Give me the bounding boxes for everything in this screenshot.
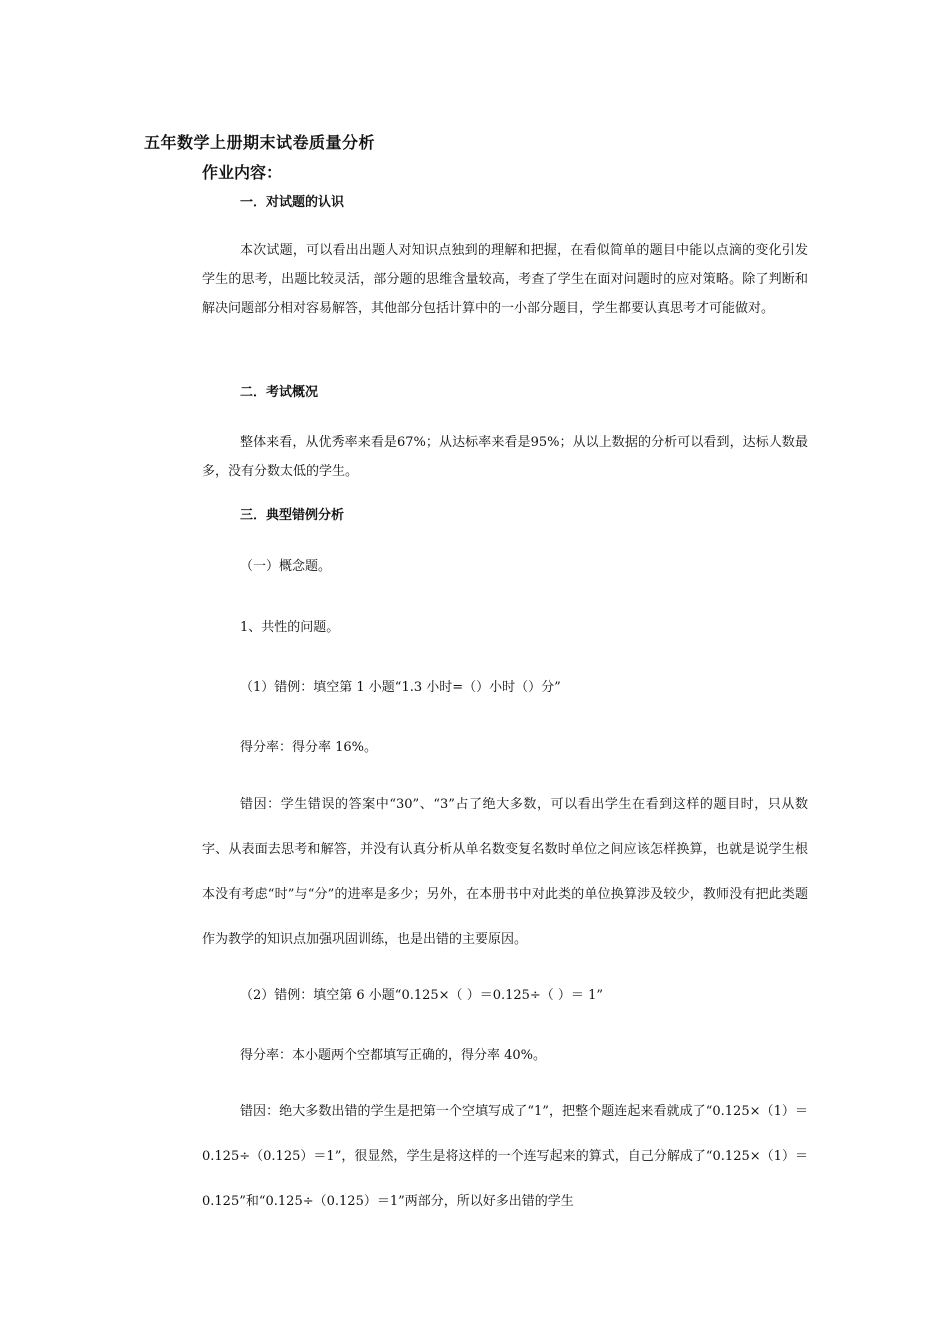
score-rate-1: 得分率：得分率 16%。 [240, 740, 378, 755]
concept-questions-label: （一）概念题。 [240, 559, 332, 574]
error-example-1: （1）错例：填空第 1 小题“1.3 小时=（）小时（）分” [240, 680, 561, 695]
document-title: 五年数学上册期末试卷质量分析 [144, 133, 376, 152]
common-problems-label: 1、共性的问题。 [240, 620, 340, 635]
assignment-content-label: 作业内容： [202, 163, 283, 182]
section-1-heading: 一．对试题的认识 [240, 195, 345, 210]
error-example-2: （2）错例：填空第 6 小题“0.125×（ ）＝0.125÷（ ）＝ 1” [240, 988, 603, 1003]
section-1-paragraph: 本次试题，可以看出出题人对知识点独到的理解和把握，在看似简单的题目中能以点滴的变化引发学生的思考，出题比较灵活，部分题的思维含量较高，考查了学生在面对问题时的应对策略。除了判断和解决问题部分相对容易解答，其他部分包括计算中的一小部分题目，学生都要认真思考才可能做对。 [202, 243, 808, 316]
section-2-paragraph: 整体来看，从优秀率来看是67%；从达标率来看是95%；从以上数据的分析可以看到，达标人数最多，没有分数太低的学生。 [202, 435, 808, 479]
section-3-heading: 三．典型错例分析 [240, 508, 345, 523]
section-2-heading: 二．考试概况 [240, 385, 319, 400]
error-cause-2: 错因：绝大多数出错的学生是把第一个空填写成了“1”，把整个题连起来看就成了“0.125×（1）＝0.125÷（0.125）＝1”，很显然，学生是将这样的一个连写起来的算式，自己分解成了“0.125×（1）＝0.125”和“0.125÷（0.125）＝1”两部分，所以好多出错的学生 [202, 1104, 808, 1209]
error-cause-1: 错因：学生错误的答案中“30”、“3”占了绝大多数，可以看出学生在看到这样的题目时，只从数字、从表面去思考和解答，并没有认真分析从单名数变复名数时单位之间应该怎样换算，也就是说学生根本没有考虑“时”与“分”的进率是多少；另外，在本册书中对此类的单位换算涉及较少，教师没有把此类题作为教学的知识点加强巩固训练，也是出错的主要原因。 [202, 797, 808, 947]
score-rate-2: 得分率：本小题两个空都填写正确的，得分率 40%。 [240, 1048, 547, 1063]
